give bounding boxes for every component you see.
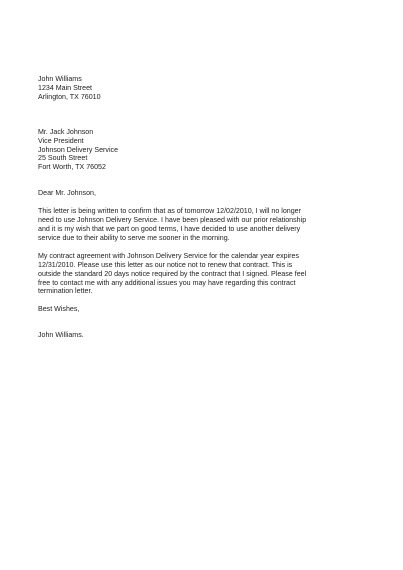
recipient-city: Fort Worth, TX 76052 bbox=[38, 163, 106, 172]
signature-name: John Williams. bbox=[38, 331, 84, 340]
sender-street: 1234 Main Street bbox=[38, 83, 93, 92]
paragraph-line: outside the standard 20 days notice required by the contract that I signed. Please feel bbox=[38, 269, 307, 278]
salutation-text: Dear Mr. Johnson, bbox=[38, 189, 96, 198]
paragraph-line: free to contact me with any additional issues you may have regarding this contract bbox=[38, 278, 296, 287]
closing bbox=[38, 305, 368, 314]
letter-body bbox=[38, 75, 368, 340]
paragraph-line: This letter is being written to confirm that as of tomorrow 12/02/2010, I will no longer bbox=[38, 207, 301, 216]
paragraph-contract bbox=[38, 252, 368, 297]
paragraph-line: need to use Johnson Delivery Service. I have been pleased with our prior relationship bbox=[38, 216, 307, 225]
closing-text: Best Wishes, bbox=[38, 305, 80, 314]
recipient-company: Johnson Delivery Service bbox=[38, 145, 119, 154]
paragraph-line: and it is my wish that we part on good terms, I have decided to use another delivery bbox=[38, 224, 301, 233]
paragraph-line: 12/31/2010. Please use this letter as our notice not to renew that contract. This is bbox=[38, 260, 293, 269]
recipient-address bbox=[38, 128, 368, 173]
paragraph-confirmation bbox=[38, 207, 368, 243]
sender-city: Arlington, TX 76010 bbox=[38, 92, 101, 101]
recipient-name: Mr. Jack Johnson bbox=[38, 127, 94, 136]
paragraph-line: service due to their ability to serve me sooner in the morning. bbox=[38, 233, 230, 242]
recipient-title: Vice President bbox=[38, 136, 84, 145]
signature bbox=[38, 331, 368, 340]
paragraph-line: My contract agreement with Johnson Delivery Service for the calendar year expires bbox=[38, 251, 300, 260]
sender-name: John Williams bbox=[38, 75, 82, 83]
salutation bbox=[38, 189, 368, 198]
sender-address bbox=[38, 75, 368, 102]
recipient-street: 25 South Street bbox=[38, 154, 88, 163]
paragraph-line: termination letter. bbox=[38, 287, 93, 296]
